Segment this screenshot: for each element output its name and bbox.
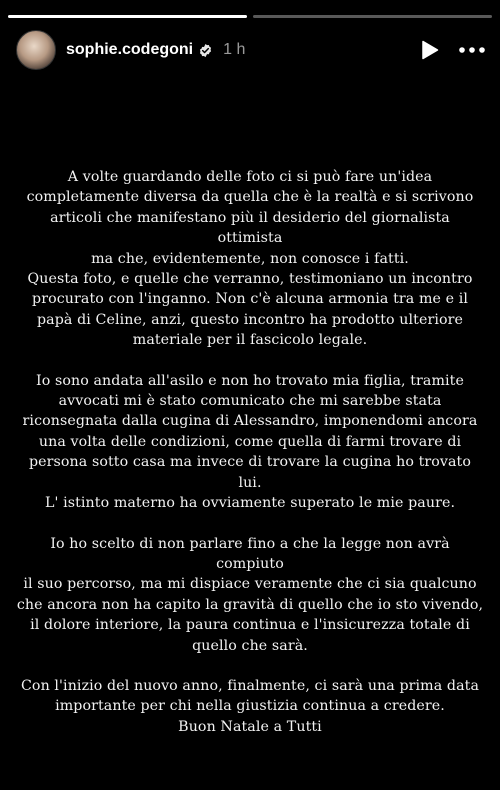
story-line: materiale per il fascicolo legale. bbox=[132, 332, 368, 349]
story-line: ma che, evidentemente, non conosce i fatti. bbox=[91, 250, 409, 267]
play-icon bbox=[421, 40, 439, 60]
story-line: importante per chi nella giustizia continua a credere. bbox=[55, 698, 445, 715]
story-line: quello che sarà. bbox=[192, 637, 308, 654]
story-paragraph bbox=[16, 167, 484, 351]
verified-badge-icon bbox=[198, 43, 213, 58]
story-line: papà di Celine, anzi, questo incontro ha prodotto ulteriore bbox=[36, 311, 463, 328]
more-options-button[interactable] bbox=[458, 38, 486, 62]
username[interactable]: sophie.codegoni bbox=[66, 41, 194, 58]
story-line: riconsegnata dalla cugina di Alessandro, imponendomi ancora bbox=[22, 413, 478, 430]
story-line: avvocati mi è stato comunicato che mi sarebbe stata bbox=[58, 393, 442, 410]
story-progress-bar bbox=[8, 15, 492, 18]
story-line: il dolore interiore, la paura continua e l'insicurezza totale di bbox=[30, 617, 470, 634]
paragraph-gap bbox=[16, 656, 484, 676]
more-horizontal-icon bbox=[459, 47, 485, 53]
story-progress-segment-2 bbox=[253, 15, 492, 18]
avatar[interactable] bbox=[16, 30, 56, 70]
play-button[interactable] bbox=[418, 38, 442, 62]
story-paragraph bbox=[16, 676, 484, 737]
story-line: Con l'inizio del nuovo anno, finalmente, ci sarà una prima data bbox=[20, 677, 480, 694]
story-paragraph bbox=[16, 534, 484, 656]
story-line: articoli che manifestano più il desiderio del giornalista ottimista bbox=[50, 209, 450, 247]
story-line: persona sotto casa ma invece di trovare la cugina ho trovato lui. bbox=[28, 454, 472, 491]
story-line: Questa foto, e quelle che verranno, testimoniano un incontro bbox=[27, 271, 473, 288]
story-line: completamente diversa da quella che è la realtà e si scrivono bbox=[26, 189, 474, 206]
story-progress-segment-1 bbox=[8, 15, 247, 18]
paragraph-gap bbox=[16, 351, 484, 371]
story-line: una volta delle condizioni, come quella di farmi trovare di bbox=[38, 433, 462, 450]
story-line: che ancora non ha capito la gravità di quello che io sto vivendo, bbox=[16, 596, 484, 613]
story-line: procurato con l'inganno. Non c'è alcuna armonia tra me e il bbox=[32, 291, 468, 308]
story-text-block bbox=[16, 167, 484, 737]
story-line: Io sono andata all'asilo e non ho trovato mia figlia, tramite bbox=[36, 372, 464, 389]
story-line: Io ho scelto di non parlare fino a che la legge non avrà compiuto bbox=[50, 535, 450, 572]
story-paragraph bbox=[16, 371, 484, 514]
story-line: il suo percorso, ma mi dispiace veramente che ci sia qualcuno bbox=[23, 576, 477, 593]
story-progress-fill-1 bbox=[8, 15, 247, 18]
story-line: Buon Natale a Tutti bbox=[178, 718, 322, 735]
story-header bbox=[16, 29, 486, 71]
paragraph-gap bbox=[16, 514, 484, 534]
story-line: A volte guardando delle foto ci si può fare un'idea bbox=[67, 169, 433, 185]
story-line: L' istinto materno ha ovviamente superato le mie paure. bbox=[44, 495, 456, 512]
timestamp: 1 h bbox=[223, 41, 246, 58]
